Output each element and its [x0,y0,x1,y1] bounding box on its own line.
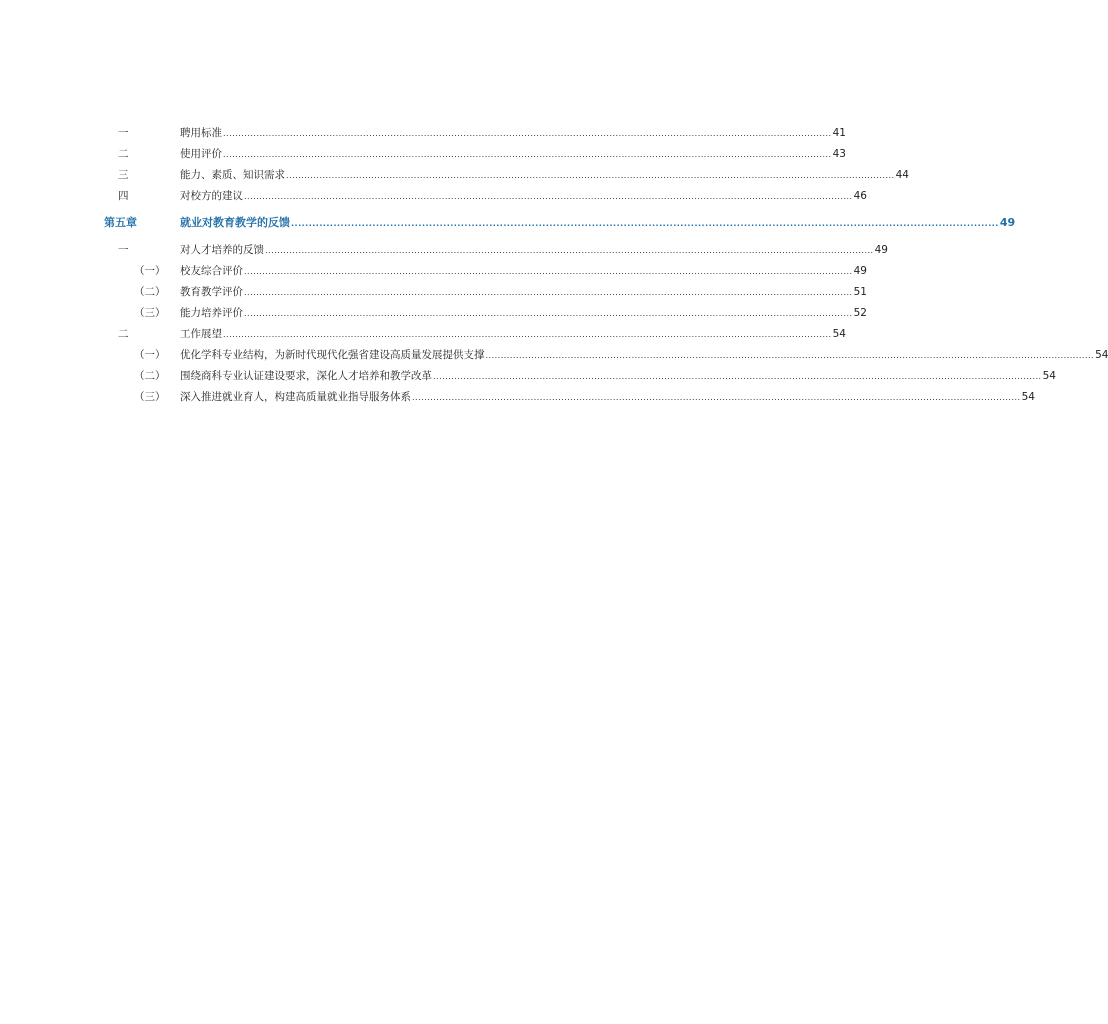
toc-entry-number: 四 [118,190,129,202]
toc-subentry[interactable] [0,345,1108,365]
toc-entry-number: （一） [134,349,166,361]
toc-subentry[interactable] [0,282,867,302]
toc-leader-dots: ........................................................................................................................................................................................................ [265,246,874,255]
toc-entry[interactable] [0,123,846,143]
toc-leader-dots: ........................................................................................................................................................................................................ [286,171,895,180]
toc-leader-dots: ........................................................................................................................................................................................................ [433,372,1042,381]
toc-entry-title: 深入推进就业育人，构建高质量就业指导服务体系 [180,391,411,403]
toc-leader-dots: ........................................................................................................................................................................................................ [244,288,853,297]
toc-entry-page: 43 [832,148,846,160]
toc-entry-number: 三 [118,169,129,181]
toc-entry-page: 49 [874,244,888,256]
toc-leader-dots: ........................................................................................................................................................................................................ [244,192,853,201]
toc-chapter-page: 49 [999,216,1016,229]
toc-leader-dots: ........................................................................................................................................................................................................ [223,150,832,159]
toc-entry-page: 54 [1021,391,1035,403]
toc-entry-title: 校友综合评价 [180,265,243,277]
toc-entry-title: 聘用标准 [180,127,222,139]
toc-leader-dots: ........................................................................................................................................................................................................ [291,219,999,228]
toc-entry-number: （三） [134,307,166,319]
toc-entry-page: 54 [1042,370,1056,382]
toc-entry-number: （二） [134,370,166,382]
toc-entry-page: 54 [1095,349,1108,361]
toc-subentry[interactable] [0,387,1035,407]
toc-entry-number: （二） [134,286,166,298]
toc-entry-page: 52 [853,307,867,319]
toc-leader-dots: ........................................................................................................................................................................................................ [244,309,853,318]
toc-entry-title: 能力培养评价 [180,307,243,319]
toc-chapter-title: 就业对教育教学的反馈 [180,216,290,229]
toc-entry-number: 二 [118,328,129,340]
toc-entry-title: 教育教学评价 [180,286,243,298]
toc-entry-number: 二 [118,148,129,160]
toc-entry-number: 一 [118,244,129,256]
toc-entry-page: 54 [832,328,846,340]
toc-leader-dots: ........................................................................................................................................................................................................ [223,129,832,138]
toc-entry[interactable] [0,144,846,164]
toc-entry[interactable] [0,186,867,206]
toc-entry-page: 46 [853,190,867,202]
toc-entry-title: 对人才培养的反馈 [180,244,264,256]
toc-entry-title: 使用评价 [180,148,222,160]
toc-chapter-number: 第五章 [104,216,137,229]
toc-entry-number: （三） [134,391,166,403]
toc-entry-page: 41 [832,127,846,139]
toc-entry-title: 围绕商科专业认证建设要求，深化人才培养和教学改革 [180,370,432,382]
toc-entry-title: 能力、素质、知识需求 [180,169,285,181]
toc-entry-title: 对校方的建议 [180,190,243,202]
toc-leader-dots: ........................................................................................................................................................................................................ [485,351,1095,360]
toc-subentry[interactable] [0,366,1056,386]
toc-entry-title: 优化学科专业结构，为新时代现代化强省建设高质量发展提供支撑 [180,349,485,361]
toc-subentry[interactable] [0,303,867,323]
toc-leader-dots: ........................................................................................................................................................................................................ [244,267,853,276]
toc-subentry[interactable] [0,261,867,281]
toc-entry[interactable] [0,240,888,260]
toc-entry-page: 51 [853,286,867,298]
toc-entry-title: 工作展望 [180,328,222,340]
toc-entry[interactable] [0,165,909,185]
toc-entry-number: 一 [118,127,129,139]
toc-entry-page: 49 [853,265,867,277]
toc-leader-dots: ........................................................................................................................................................................................................ [412,393,1021,402]
toc-leader-dots: ........................................................................................................................................................................................................ [223,330,832,339]
toc-entry-number: （一） [134,265,166,277]
toc-entry-page: 44 [895,169,909,181]
toc-entry[interactable] [0,324,846,344]
toc-chapter-entry[interactable] [0,213,1016,233]
